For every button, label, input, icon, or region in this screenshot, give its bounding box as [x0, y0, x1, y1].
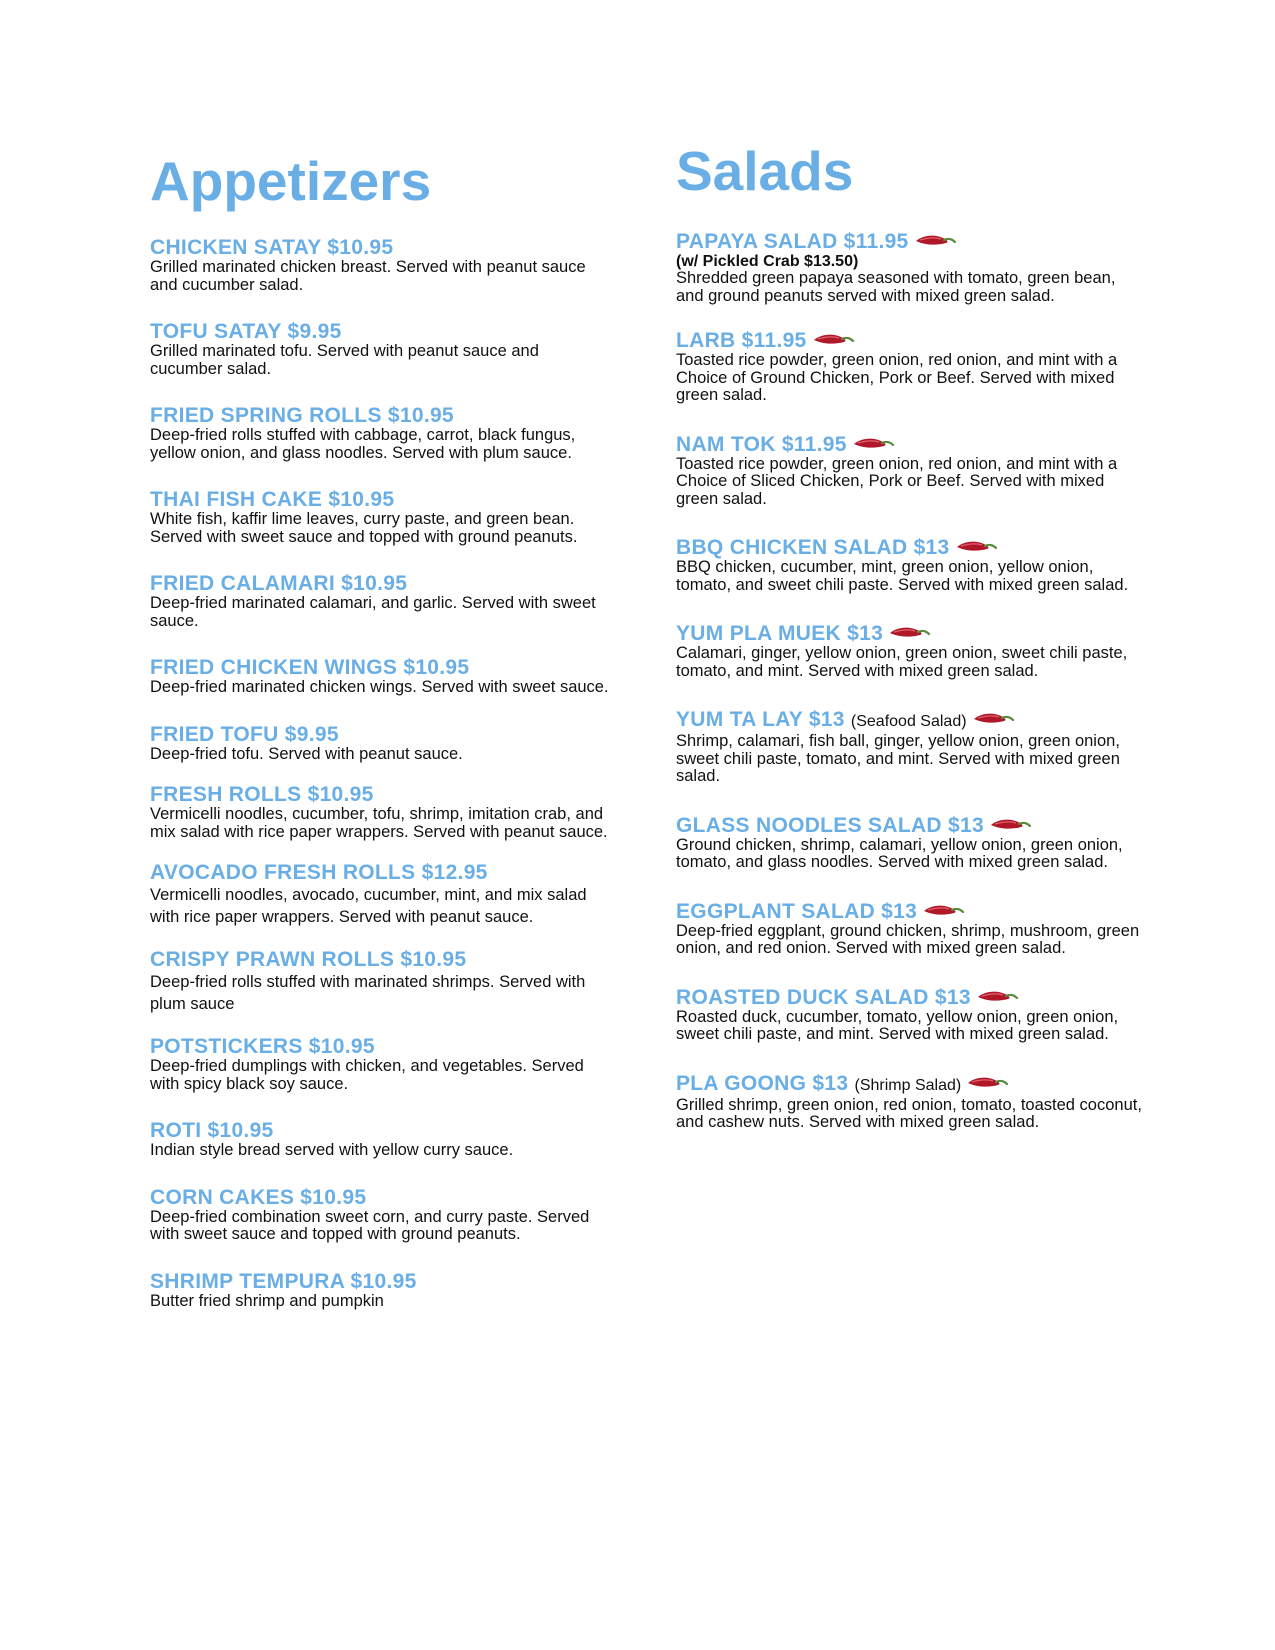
menu-item-nam-tok	[676, 433, 1146, 509]
menu-item-roti	[150, 1119, 610, 1160]
menu-item-thai-fish-cake	[150, 488, 610, 546]
item-name: PLA GOONG $13	[676, 1071, 849, 1095]
menu-item-bbq-chicken-salad	[676, 536, 1146, 594]
item-name: FRIED TOFU $9.95	[150, 722, 339, 746]
menu-item-yum-ta-lay	[676, 708, 1146, 786]
chili-pepper-icon	[851, 435, 895, 453]
chili-pepper-icon	[811, 331, 855, 349]
item-description: Calamari, ginger, yellow onion, green onion, sweet chili paste, tomato, and mint. Served with mixed green salad.	[676, 644, 1128, 680]
item-description: Butter fried shrimp and pumpkin	[150, 1291, 384, 1310]
item-description: Shredded green papaya seasoned with tomato, green bean, and ground peanuts served with mixed green salad.	[676, 269, 1116, 305]
menu-item-yum-pla-muek	[676, 622, 1146, 680]
menu-item-pla-goong	[676, 1072, 1146, 1132]
item-description: Toasted rice powder, green onion, red onion, and mint with a Choice of Sliced Chicken, Pork or Beef. Served with mixed green salad.	[676, 454, 1118, 508]
menu-item-crispy-prawn-rolls	[150, 948, 610, 1015]
menu-item-fried-tofu	[150, 723, 610, 764]
menu-item-eggplant-salad	[676, 900, 1146, 958]
item-name: ROTI $10.95	[150, 1119, 274, 1142]
menu-item-glass-noodles-salad	[676, 814, 1146, 872]
menu-item-papaya-salad	[676, 230, 1146, 305]
menu-item-potstickers	[150, 1035, 610, 1093]
item-extra: (w/ Pickled Crab $13.50)	[676, 253, 859, 270]
item-name: PAPAYA SALAD $11.95	[676, 230, 909, 253]
item-name: AVOCADO FRESH ROLLS $12.95	[150, 861, 488, 884]
menu-item-fresh-rolls	[150, 783, 610, 841]
item-name: FRIED SPRING ROLLS $10.95	[150, 404, 454, 427]
item-description: Roasted duck, cucumber, tomato, yellow onion, green onion, sweet chili paste, and mint. Served with mixed green salad.	[676, 1007, 1119, 1043]
item-description: Deep-fried rolls stuffed with cabbage, carrot, black fungus, yellow onion, and glass noodles. Served with plum sauce.	[150, 426, 576, 462]
item-description: Deep-fried tofu. Served with peanut sauce.	[150, 744, 463, 763]
chili-pepper-icon	[954, 538, 998, 556]
menu-item-shrimp-tempura	[150, 1270, 610, 1311]
menu-item-fried-calamari	[150, 572, 610, 630]
salads-column	[676, 138, 1146, 1160]
item-description: Grilled marinated chicken breast. Served with peanut sauce and cucumber salad.	[150, 258, 586, 294]
item-name: ROASTED DUCK SALAD $13	[676, 985, 971, 1009]
chili-pepper-icon	[921, 902, 965, 920]
menu-item-roasted-duck-salad	[676, 986, 1146, 1044]
item-name: FRESH ROLLS $10.95	[150, 783, 374, 806]
item-description: Vermicelli noodles, avocado, cucumber, mint, and mix salad with rice paper wrappers. Served with peanut sauce.	[150, 886, 587, 926]
chili-pepper-icon	[975, 988, 1019, 1006]
item-name: CHICKEN SATAY $10.95	[150, 236, 394, 259]
menu-item-chicken-satay	[150, 236, 610, 294]
item-name: YUM TA LAY $13	[676, 708, 845, 731]
menu-item-fried-chicken-wings	[150, 656, 610, 697]
item-description: Deep-fried marinated calamari, and garlic. Served with sweet sauce.	[150, 594, 596, 630]
item-name: LARB $11.95	[676, 329, 807, 352]
item-name: BBQ CHICKEN SALAD $13	[676, 536, 950, 559]
chili-pepper-icon	[971, 710, 1015, 728]
item-description: Deep-fried rolls stuffed with marinated shrimps. Served with plum sauce	[150, 973, 586, 1013]
item-name: GLASS NOODLES SALAD $13	[676, 813, 984, 837]
chili-pepper-icon	[965, 1074, 1009, 1092]
item-name: YUM PLA MUEK $13	[676, 622, 884, 645]
item-name: SHRIMP TEMPURA $10.95	[150, 1269, 417, 1293]
chili-pepper-icon	[887, 624, 931, 642]
item-description: BBQ chicken, cucumber, mint, green onion, yellow onion, tomato, and sweet chili paste. Served with mixed green salad.	[676, 558, 1129, 594]
item-name: POTSTICKERS $10.95	[150, 1035, 375, 1058]
appetizers-title: Appetizers	[150, 150, 432, 212]
item-description: Deep-fried dumplings with chicken, and vegetables. Served with spicy black soy sauce.	[150, 1057, 584, 1093]
item-description: Grilled marinated tofu. Served with peanut sauce and cucumber salad.	[150, 342, 539, 378]
item-name: FRIED CHICKEN WINGS $10.95	[150, 656, 470, 679]
item-name: EGGPLANT SALAD $13	[676, 899, 918, 923]
menu-item-corn-cakes	[150, 1186, 610, 1244]
item-name: CORN CAKES $10.95	[150, 1185, 367, 1209]
item-name: THAI FISH CAKE $10.95	[150, 488, 395, 511]
item-description: Shrimp, calamari, fish ball, ginger, yellow onion, green onion, sweet chili paste, tomato, and mint. Served with mixed green salad.	[676, 732, 1120, 785]
menu-item-fried-spring-rolls	[150, 404, 610, 462]
item-name: CRISPY PRAWN ROLLS $10.95	[150, 948, 467, 971]
chili-pepper-icon	[913, 232, 957, 250]
item-description: Grilled shrimp, green onion, red onion, tomato, toasted coconut, and cashew nuts. Served with mixed green salad.	[676, 1095, 1142, 1131]
item-name: NAM TOK $11.95	[676, 432, 847, 456]
menu-item-avocado-fresh-rolls	[150, 861, 610, 928]
item-description: Deep-fried eggplant, ground chicken, shrimp, mushroom, green onion, and red onion. Served with mixed green salad.	[676, 921, 1140, 957]
menu-item-larb	[676, 329, 1146, 405]
menu-item-tofu-satay	[150, 320, 610, 378]
item-name: TOFU SATAY $9.95	[150, 320, 342, 343]
item-description: Toasted rice powder, green onion, red onion, and mint with a Choice of Ground Chicken, Pork or Beef. Served with mixed green salad.	[676, 351, 1118, 404]
item-description: Deep-fried marinated chicken wings. Served with sweet sauce.	[150, 678, 609, 696]
item-name: FRIED CALAMARI $10.95	[150, 572, 408, 595]
appetizers-column	[150, 148, 610, 1336]
item-note: (Shrimp Salad)	[854, 1076, 962, 1094]
item-description: Indian style bread served with yellow curry sauce.	[150, 1141, 514, 1159]
item-description: Deep-fried combination sweet corn, and curry paste. Served with sweet sauce and topped with ground peanuts.	[150, 1207, 590, 1243]
item-description: White fish, kaffir lime leaves, curry paste, and green bean. Served with sweet sauce and topped with ground peanuts.	[150, 510, 578, 546]
item-description: Vermicelli noodles, cucumber, tofu, shrimp, imitation crab, and mix salad with rice paper wrappers. Served with peanut sauce.	[150, 805, 608, 841]
item-description: Ground chicken, shrimp, calamari, yellow onion, green onion, tomato, and glass noodles. Served with mixed green salad.	[676, 835, 1123, 871]
chili-pepper-icon	[988, 816, 1032, 834]
salads-title: Salads	[676, 140, 854, 202]
item-note: (Seafood Salad)	[850, 713, 967, 730]
